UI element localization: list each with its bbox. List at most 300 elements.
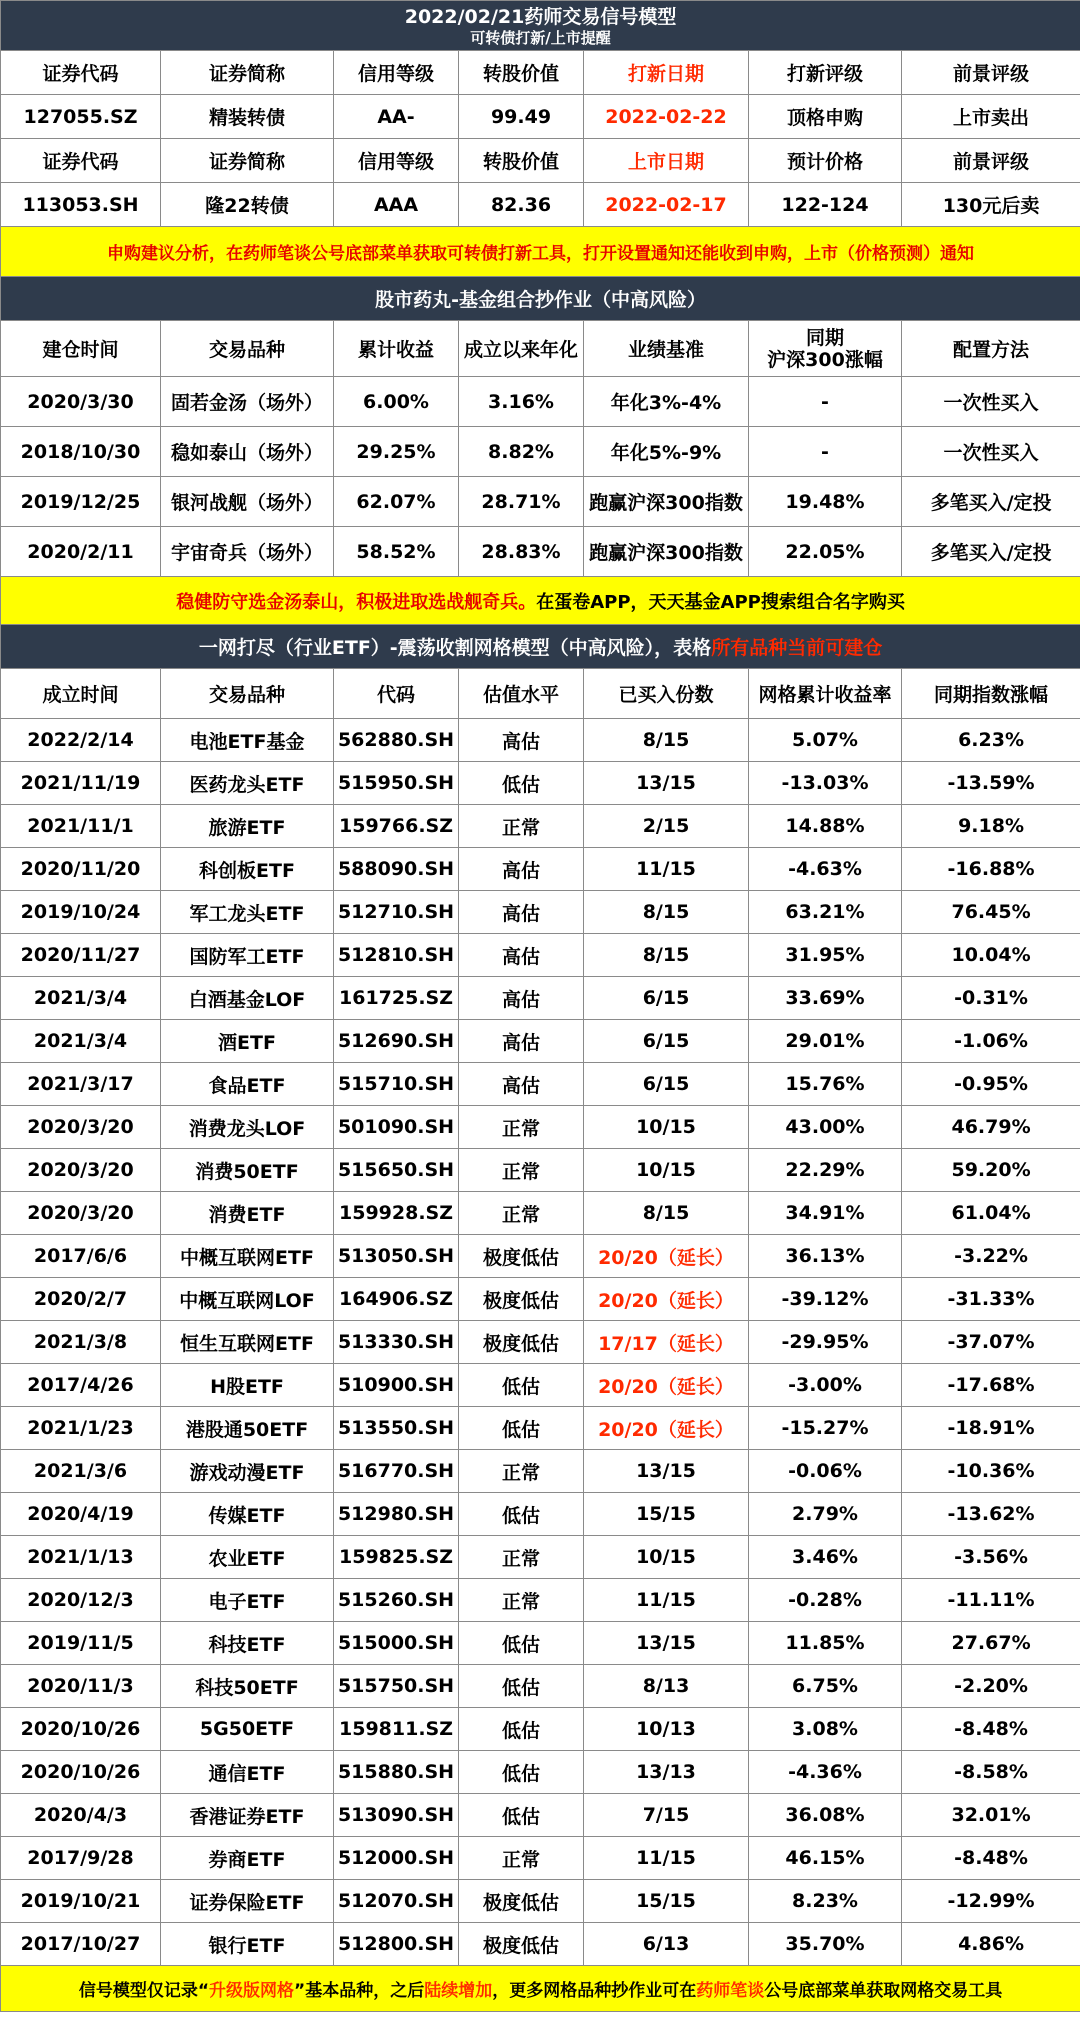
- grid-cell: -16.88%: [902, 848, 1080, 891]
- grid-row: [1, 1794, 1080, 1837]
- grid-cell: 8.23%: [749, 1880, 902, 1923]
- grid-cell: 10/15: [584, 1536, 749, 1579]
- grid-cell: 消费龙头LOF: [161, 1106, 334, 1149]
- grid-cell: -0.31%: [902, 977, 1080, 1020]
- grid-cell: -1.06%: [902, 1020, 1080, 1063]
- grid-row: [1, 1364, 1080, 1407]
- cb-cell: AA-: [334, 95, 459, 139]
- grid-row: [1, 1063, 1080, 1106]
- grid-cell: 2.79%: [749, 1493, 902, 1536]
- fund-cell: 62.07%: [334, 477, 459, 527]
- cb-header-cell: 上市日期: [584, 139, 749, 183]
- grid-cell: 159811.SZ: [334, 1708, 459, 1751]
- cb-cell: 隆22转债: [161, 183, 334, 227]
- grid-cell: 国防军工ETF: [161, 934, 334, 977]
- grid-cell: 极度低估: [459, 1923, 584, 1966]
- grid-cell: 正常: [459, 1149, 584, 1192]
- grid-row: [1, 1880, 1080, 1923]
- grid-cell: -11.11%: [902, 1579, 1080, 1622]
- grid-cell: 低估: [459, 1794, 584, 1837]
- grid-cell: 电子ETF: [161, 1579, 334, 1622]
- grid-cell: 20/20（延长）: [584, 1235, 749, 1278]
- grid-cell: 农业ETF: [161, 1536, 334, 1579]
- grid-cell: -8.48%: [902, 1837, 1080, 1880]
- grid-cell: 76.45%: [902, 891, 1080, 934]
- footer-part-red: 升级版网格: [209, 1981, 295, 2001]
- grid-cell: 5G50ETF: [161, 1708, 334, 1751]
- cb-row-2: [1, 183, 1080, 227]
- grid-cell: 4.86%: [902, 1923, 1080, 1966]
- cb-cell: 82.36: [459, 183, 584, 227]
- grid-cell: 消费50ETF: [161, 1149, 334, 1192]
- grid-header-cell: 代码: [334, 669, 459, 719]
- grid-cell: 证券保险ETF: [161, 1880, 334, 1923]
- grid-cell: 33.69%: [749, 977, 902, 1020]
- grid-cell: 8/15: [584, 934, 749, 977]
- grid-header-cell: 网格累计收益率: [749, 669, 902, 719]
- grid-cell: 2020/11/20: [1, 848, 161, 891]
- grid-cell: 512980.SH: [334, 1493, 459, 1536]
- cb-header-cell: 打新日期: [584, 51, 749, 95]
- grid-cell: 46.79%: [902, 1106, 1080, 1149]
- grid-cell: 15/15: [584, 1493, 749, 1536]
- grid-cell: -17.68%: [902, 1364, 1080, 1407]
- grid-row: [1, 1665, 1080, 1708]
- grid-cell: 6/13: [584, 1923, 749, 1966]
- fund-cell: 2020/2/11: [1, 527, 161, 577]
- grid-cell: 63.21%: [749, 891, 902, 934]
- grid-cell: 2021/11/1: [1, 805, 161, 848]
- grid-cell: 512000.SH: [334, 1837, 459, 1880]
- fund-cell: 固若金汤（场外）: [161, 377, 334, 427]
- cb-header-cell: 转股价值: [459, 51, 584, 95]
- fund-header-cell: 交易品种: [161, 321, 334, 377]
- fund-cell: 28.83%: [459, 527, 584, 577]
- fund-cell: 宇宙奇兵（场外）: [161, 527, 334, 577]
- fund-row: [1, 377, 1080, 427]
- grid-cell: 11/15: [584, 1837, 749, 1880]
- grid-cell: 2020/3/20: [1, 1149, 161, 1192]
- grid-cell: 515710.SH: [334, 1063, 459, 1106]
- grid-cell: 食品ETF: [161, 1063, 334, 1106]
- grid-cell: 11/15: [584, 1579, 749, 1622]
- grid-cell: 31.95%: [749, 934, 902, 977]
- fund-cell: 3.16%: [459, 377, 584, 427]
- grid-cell: 10/15: [584, 1149, 749, 1192]
- cb-header-cell: 转股价值: [459, 139, 584, 183]
- cb-cell: 113053.SH: [1, 183, 161, 227]
- fund-cell: 58.52%: [334, 527, 459, 577]
- grid-cell: 9.18%: [902, 805, 1080, 848]
- cb-cell: 顶格申购: [749, 95, 902, 139]
- grid-cell: 14.88%: [749, 805, 902, 848]
- grid-cell: 35.70%: [749, 1923, 902, 1966]
- cb-notice: 申购建议分析，在药师笔谈公号底部菜单获取可转债打新工具，打开设置通知还能收到申购，上市（价格预测）通知: [1, 227, 1080, 277]
- cb-header-cell: 证券简称: [161, 51, 334, 95]
- grid-cell: 515650.SH: [334, 1149, 459, 1192]
- fund-cell: 多笔买入/定投: [902, 477, 1080, 527]
- grid-header-row: [1, 669, 1080, 719]
- grid-cell: 高估: [459, 934, 584, 977]
- grid-header-cell: 成立时间: [1, 669, 161, 719]
- grid-cell: -4.36%: [749, 1751, 902, 1794]
- grid-title-white: 一网打尽（行业ETF）-震荡收割网格模型（中高风险），表格: [198, 637, 712, 659]
- cb-header-row-1: [1, 51, 1080, 95]
- grid-cell: 512810.SH: [334, 934, 459, 977]
- grid-row: [1, 1450, 1080, 1493]
- grid-header-cell: 已买入份数: [584, 669, 749, 719]
- footer-part: 信号模型仅记录“: [78, 1981, 210, 2001]
- grid-cell: 正常: [459, 1192, 584, 1235]
- cb-header-cell: 预计价格: [749, 139, 902, 183]
- grid-cell: 2020/2/7: [1, 1278, 161, 1321]
- cb-cell: 2022-02-22: [584, 95, 749, 139]
- grid-cell: 电池ETF基金: [161, 719, 334, 762]
- grid-cell: 29.01%: [749, 1020, 902, 1063]
- grid-cell: 2020/10/26: [1, 1751, 161, 1794]
- grid-row: [1, 1837, 1080, 1880]
- fund-cell: 跑赢沪深300指数: [584, 527, 749, 577]
- grid-cell: 43.00%: [749, 1106, 902, 1149]
- grid-row: [1, 1149, 1080, 1192]
- cb-cell: 99.49: [459, 95, 584, 139]
- grid-cell: -12.99%: [902, 1880, 1080, 1923]
- footer-notice: [1, 1966, 1080, 2012]
- grid-cell: 低估: [459, 762, 584, 805]
- grid-cell: -0.06%: [749, 1450, 902, 1493]
- grid-cell: 515750.SH: [334, 1665, 459, 1708]
- fund-header-cell: 业绩基准: [584, 321, 749, 377]
- grid-cell: -3.22%: [902, 1235, 1080, 1278]
- grid-cell: 中概互联网ETF: [161, 1235, 334, 1278]
- grid-cell: 2020/10/26: [1, 1708, 161, 1751]
- grid-cell: -8.58%: [902, 1751, 1080, 1794]
- grid-cell: 36.13%: [749, 1235, 902, 1278]
- grid-cell: 11.85%: [749, 1622, 902, 1665]
- grid-cell: 6/15: [584, 977, 749, 1020]
- grid-cell: 3.46%: [749, 1536, 902, 1579]
- grid-cell: H股ETF: [161, 1364, 334, 1407]
- cb-cell: 122-124: [749, 183, 902, 227]
- fund-cell: 29.25%: [334, 427, 459, 477]
- cb-title-cell: [1, 1, 1080, 51]
- grid-cell: 恒生互联网ETF: [161, 1321, 334, 1364]
- cb-header-cell: 证券代码: [1, 139, 161, 183]
- fund-title: 股市药丸-基金组合抄作业（中高风险）: [1, 277, 1080, 321]
- cb-header-cell: 前景评级: [902, 139, 1080, 183]
- grid-cell: -0.28%: [749, 1579, 902, 1622]
- cb-cell: AAA: [334, 183, 459, 227]
- fund-header-cell: [749, 321, 902, 377]
- fund-cell: 6.00%: [334, 377, 459, 427]
- fund-notice: [1, 577, 1080, 625]
- footer-part: ”基本品种，之后: [294, 1981, 425, 2001]
- grid-header-cell: 交易品种: [161, 669, 334, 719]
- grid-cell: 164906.SZ: [334, 1278, 459, 1321]
- grid-cell: 512690.SH: [334, 1020, 459, 1063]
- grid-cell: 17/17（延长）: [584, 1321, 749, 1364]
- grid-cell: 传媒ETF: [161, 1493, 334, 1536]
- grid-cell: -3.56%: [902, 1536, 1080, 1579]
- grid-cell: 2021/3/17: [1, 1063, 161, 1106]
- grid-row: [1, 891, 1080, 934]
- grid-cell: 科技ETF: [161, 1622, 334, 1665]
- grid-row: [1, 1579, 1080, 1622]
- fund-cell: 年化3%-4%: [584, 377, 749, 427]
- grid-cell: 513330.SH: [334, 1321, 459, 1364]
- grid-cell: 20/20（延长）: [584, 1278, 749, 1321]
- fund-header-cell: 建仓时间: [1, 321, 161, 377]
- cb-cell: 127055.SZ: [1, 95, 161, 139]
- grid-cell: 515880.SH: [334, 1751, 459, 1794]
- grid-cell: 6/15: [584, 1063, 749, 1106]
- fund-header-line: 沪深300涨幅: [767, 348, 883, 371]
- grid-row: [1, 1235, 1080, 1278]
- grid-row: [1, 805, 1080, 848]
- cb-title: 2022/02/21药师交易信号模型: [404, 5, 677, 28]
- grid-cell: 15.76%: [749, 1063, 902, 1106]
- cb-cell: 2022-02-17: [584, 183, 749, 227]
- grid-cell: 6.75%: [749, 1665, 902, 1708]
- grid-cell: 正常: [459, 1579, 584, 1622]
- grid-row: [1, 1536, 1080, 1579]
- cb-header-row-2: [1, 139, 1080, 183]
- grid-cell: 159766.SZ: [334, 805, 459, 848]
- grid-cell: -4.63%: [749, 848, 902, 891]
- fund-cell: 28.71%: [459, 477, 584, 527]
- cb-header-cell: 前景评级: [902, 51, 1080, 95]
- grid-cell: 61.04%: [902, 1192, 1080, 1235]
- grid-cell: 513090.SH: [334, 1794, 459, 1837]
- grid-cell: -39.12%: [749, 1278, 902, 1321]
- fund-header-row: [1, 321, 1080, 377]
- grid-row: [1, 1192, 1080, 1235]
- grid-row: [1, 1493, 1080, 1536]
- fund-cell: 银河战舰（场外）: [161, 477, 334, 527]
- fund-cell: -: [749, 377, 902, 427]
- grid-cell: 2017/10/27: [1, 1923, 161, 1966]
- grid-cell: 32.01%: [902, 1794, 1080, 1837]
- grid-cell: 游戏动漫ETF: [161, 1450, 334, 1493]
- fund-notice-red: 稳健防守选金汤泰山，积极进取选战舰奇兵。: [176, 591, 537, 613]
- grid-cell: -13.59%: [902, 762, 1080, 805]
- grid-cell: 低估: [459, 1622, 584, 1665]
- grid-row: [1, 1622, 1080, 1665]
- grid-cell: 3.08%: [749, 1708, 902, 1751]
- grid-cell: 白酒基金LOF: [161, 977, 334, 1020]
- grid-row: [1, 1278, 1080, 1321]
- fund-cell: 19.48%: [749, 477, 902, 527]
- grid-cell: 159825.SZ: [334, 1536, 459, 1579]
- grid-cell: 510900.SH: [334, 1364, 459, 1407]
- grid-cell: 2021/3/4: [1, 1020, 161, 1063]
- grid-cell: 中概互联网LOF: [161, 1278, 334, 1321]
- grid-cell: 6/15: [584, 1020, 749, 1063]
- grid-row: [1, 1020, 1080, 1063]
- fund-cell: 一次性买入: [902, 427, 1080, 477]
- grid-cell: 高估: [459, 848, 584, 891]
- grid-cell: 香港证券ETF: [161, 1794, 334, 1837]
- cb-header-cell: 信用等级: [334, 51, 459, 95]
- grid-cell: 2020/11/27: [1, 934, 161, 977]
- grid-cell: 7/15: [584, 1794, 749, 1837]
- grid-cell: 2020/12/3: [1, 1579, 161, 1622]
- grid-cell: 516770.SH: [334, 1450, 459, 1493]
- cb-header-cell: 证券代码: [1, 51, 161, 95]
- grid-cell: 513050.SH: [334, 1235, 459, 1278]
- grid-cell: 高估: [459, 891, 584, 934]
- grid-row: [1, 1407, 1080, 1450]
- grid-cell: 159928.SZ: [334, 1192, 459, 1235]
- grid-cell: -3.00%: [749, 1364, 902, 1407]
- grid-cell: 515950.SH: [334, 762, 459, 805]
- grid-cell: 2020/4/19: [1, 1493, 161, 1536]
- fund-cell: 稳如泰山（场外）: [161, 427, 334, 477]
- grid-cell: 10/13: [584, 1708, 749, 1751]
- grid-cell: -10.36%: [902, 1450, 1080, 1493]
- grid-cell: 科创板ETF: [161, 848, 334, 891]
- grid-cell: 5.07%: [749, 719, 902, 762]
- grid-title: [1, 625, 1080, 669]
- grid-row: [1, 848, 1080, 891]
- fund-header-line: 同期: [805, 326, 844, 349]
- grid-cell: 501090.SH: [334, 1106, 459, 1149]
- fund-row: [1, 527, 1080, 577]
- cb-row-1: [1, 95, 1080, 139]
- grid-cell: 2021/3/8: [1, 1321, 161, 1364]
- grid-cell: 正常: [459, 1837, 584, 1880]
- grid-cell: 20/20（延长）: [584, 1364, 749, 1407]
- fund-cell: -: [749, 427, 902, 477]
- grid-cell: 军工龙头ETF: [161, 891, 334, 934]
- grid-cell: 10.04%: [902, 934, 1080, 977]
- grid-cell: 2/15: [584, 805, 749, 848]
- grid-cell: -0.95%: [902, 1063, 1080, 1106]
- grid-header-cell: 估值水平: [459, 669, 584, 719]
- fund-cell: 8.82%: [459, 427, 584, 477]
- grid-cell: 港股通50ETF: [161, 1407, 334, 1450]
- grid-cell: -13.62%: [902, 1493, 1080, 1536]
- grid-cell: 2017/4/26: [1, 1364, 161, 1407]
- grid-row: [1, 1751, 1080, 1794]
- grid-cell: 27.67%: [902, 1622, 1080, 1665]
- cb-cell: 精装转债: [161, 95, 334, 139]
- grid-cell: 低估: [459, 1364, 584, 1407]
- grid-cell: -29.95%: [749, 1321, 902, 1364]
- grid-cell: 515000.SH: [334, 1622, 459, 1665]
- grid-cell: 22.29%: [749, 1149, 902, 1192]
- grid-cell: 低估: [459, 1493, 584, 1536]
- grid-row: [1, 1106, 1080, 1149]
- grid-cell: 2017/9/28: [1, 1837, 161, 1880]
- fund-cell: 一次性买入: [902, 377, 1080, 427]
- grid-cell: 8/15: [584, 719, 749, 762]
- grid-cell: 极度低估: [459, 1235, 584, 1278]
- grid-cell: 低估: [459, 1751, 584, 1794]
- grid-cell: 6.23%: [902, 719, 1080, 762]
- grid-cell: -15.27%: [749, 1407, 902, 1450]
- grid-cell: 2021/3/4: [1, 977, 161, 1020]
- fund-cell: 多笔买入/定投: [902, 527, 1080, 577]
- grid-cell: 513550.SH: [334, 1407, 459, 1450]
- cb-cell: 上市卖出: [902, 95, 1080, 139]
- grid-cell: 正常: [459, 1106, 584, 1149]
- fund-row: [1, 477, 1080, 527]
- grid-cell: -37.07%: [902, 1321, 1080, 1364]
- cb-header-cell: 信用等级: [334, 139, 459, 183]
- grid-row: [1, 1321, 1080, 1364]
- fund-row: [1, 427, 1080, 477]
- fund-cell: 2020/3/30: [1, 377, 161, 427]
- grid-cell: 极度低估: [459, 1880, 584, 1923]
- grid-cell: 13/15: [584, 1450, 749, 1493]
- fund-header-cell: 累计收益: [334, 321, 459, 377]
- grid-cell: 588090.SH: [334, 848, 459, 891]
- fund-notice-black: 在蛋卷APP，天天基金APP搜索组合名字购买: [536, 591, 905, 613]
- grid-cell: 13/15: [584, 1622, 749, 1665]
- grid-cell: 2020/4/3: [1, 1794, 161, 1837]
- grid-cell: 10/15: [584, 1106, 749, 1149]
- grid-cell: 20/20（延长）: [584, 1407, 749, 1450]
- grid-cell: 高估: [459, 719, 584, 762]
- grid-cell: 消费ETF: [161, 1192, 334, 1235]
- grid-cell: 2021/1/13: [1, 1536, 161, 1579]
- grid-cell: 2021/3/6: [1, 1450, 161, 1493]
- footer-part-red: 陆续增加: [424, 1981, 493, 2001]
- grid-cell: 512070.SH: [334, 1880, 459, 1923]
- grid-cell: 13/15: [584, 762, 749, 805]
- grid-cell: 券商ETF: [161, 1837, 334, 1880]
- grid-cell: 科技50ETF: [161, 1665, 334, 1708]
- grid-cell: -13.03%: [749, 762, 902, 805]
- footer-part: 公号底部菜单获取网格交易工具: [764, 1981, 1003, 2001]
- grid-cell: 512710.SH: [334, 891, 459, 934]
- grid-cell: -18.91%: [902, 1407, 1080, 1450]
- fund-cell: 跑赢沪深300指数: [584, 477, 749, 527]
- grid-cell: 36.08%: [749, 1794, 902, 1837]
- grid-cell: 医药龙头ETF: [161, 762, 334, 805]
- grid-cell: 8/13: [584, 1665, 749, 1708]
- grid-cell: 2020/3/20: [1, 1106, 161, 1149]
- footer-part-red: 药师笔谈: [696, 1981, 765, 2001]
- grid-cell: 15/15: [584, 1880, 749, 1923]
- cb-header-cell: 打新评级: [749, 51, 902, 95]
- grid-cell: -8.48%: [902, 1708, 1080, 1751]
- grid-header-cell: 同期指数涨幅: [902, 669, 1080, 719]
- grid-cell: 2021/1/23: [1, 1407, 161, 1450]
- grid-row: [1, 977, 1080, 1020]
- grid-cell: 正常: [459, 1536, 584, 1579]
- grid-row: [1, 934, 1080, 977]
- grid-cell: 2020/3/20: [1, 1192, 161, 1235]
- grid-cell: 13/13: [584, 1751, 749, 1794]
- grid-cell: 2022/2/14: [1, 719, 161, 762]
- grid-cell: 46.15%: [749, 1837, 902, 1880]
- grid-row: [1, 719, 1080, 762]
- fund-cell: 22.05%: [749, 527, 902, 577]
- grid-cell: 旅游ETF: [161, 805, 334, 848]
- grid-cell: 正常: [459, 805, 584, 848]
- grid-cell: 高估: [459, 1020, 584, 1063]
- grid-cell: 极度低估: [459, 1321, 584, 1364]
- grid-cell: 2017/6/6: [1, 1235, 161, 1278]
- grid-cell: 2019/10/21: [1, 1880, 161, 1923]
- grid-cell: 高估: [459, 977, 584, 1020]
- grid-cell: 2019/11/5: [1, 1622, 161, 1665]
- grid-row: [1, 1708, 1080, 1751]
- cb-header-cell: 证券简称: [161, 139, 334, 183]
- grid-cell: 8/15: [584, 1192, 749, 1235]
